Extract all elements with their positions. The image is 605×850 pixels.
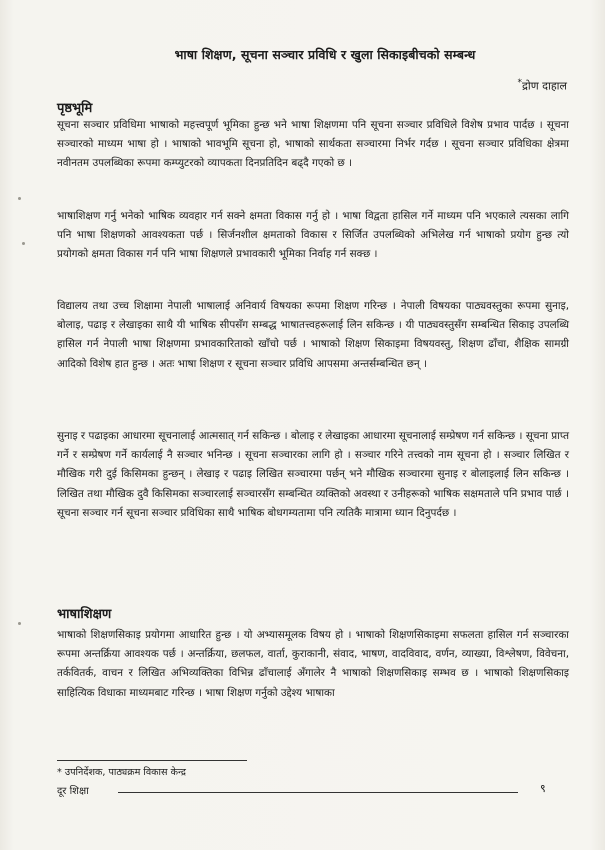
author-footnote-mark: * xyxy=(517,78,523,88)
footnote: * उपनिर्देशक, पाठ्यक्रम विकास केन्द्र xyxy=(57,767,187,778)
scan-speck xyxy=(22,242,25,245)
scan-speck xyxy=(18,197,21,200)
paragraph: सूचना सञ्चार प्रविधिमा भाषाको महत्त्वपूर्ण भूमिका हुन्छ भने भाषा शिक्षणमा पनि सूचना सञ्चार प्रविधिले विशेष प्रभाव पार्दछ । सूचना सञ्चारको माध्यम भाषा हो । भाषाको भावभूमि सूचना हो, भाषाको सार्थकता सञ्चारमा निर्भर गर्दछ । सूचना सञ्चार प्रविधिका क्षेत्रमा नवीनतम उपलब्धिका रूपमा कम्प्युटरको व्यापकता दिनप्रतिदिन बढ्दै गएको छ । xyxy=(57,119,569,170)
page-number: ९ xyxy=(540,782,546,795)
article-title: भाषा शिक्षण, सूचना सञ्चार प्रविधि र खुला सिकाइबीचको सम्बन्ध xyxy=(174,47,476,62)
scan-speck xyxy=(18,622,21,625)
paragraph: विद्यालय तथा उच्च शिक्षामा नेपाली भाषालाई अनिवार्य विषयका रूपमा शिक्षण गरिन्छ । नेपाली विषयका पाठ्यवस्तुका रूपमा सुनाइ, बोलाइ, पढाइ र लेखाइका साथै यी भाषिक सीपसँग सम्बद्ध भाषातत्त्वहरूलाई लिन सकिन्छ । यी पाठ्यवस्तुसँग सम्बन्धित सिकाइ उपलब्धि हासिल गर्न नेपाली भाषा शिक्षणमा प्रभावकारिताको खाँचो पर्छ । भाषाको शिक्षण सिकाइमा विषयवस्तु, शिक्षण ढाँचा, शैक्षिक सामग्री आदिको विशेष हात हुन्छ । अतः भाषा शिक्षण र सूचना सञ्चार प्रविधि आपसमा अन्तर्सम्बन्धित छन् । xyxy=(57,300,569,370)
author-name: द्रोण दाहाल xyxy=(522,79,567,93)
paragraph: सुनाइ र पढाइका आधारमा सूचनालाई आत्मसात् गर्न सकिन्छ । बोलाइ र लेखाइका आधारमा सूचनालाई सम्प्रेषण गर्न सकिन्छ । सूचना प्राप्त गर्ने र सम्प्रेषण गर्ने कार्यलाई नै सञ्चार भनिन्छ । सूचना सञ्चारका लागि हो । सञ्चार गरिने तत्त्वको नाम सूचना हो । सञ्चार लिखित र मौखिक गरी दुई किसिमका हुन्छन् । लेखाइ र पढाइ लिखित सञ्चारमा पर्छन् भने मौखिक सञ्चारमा सुनाइ र बोलाइलाई लिन सकिन्छ । लिखित तथा मौखिक दुवै किसिमका सञ्चारलाई सञ्चारसँग सम्बन्धित व्यक्तिको अवस्था र उनीहरूको भाषिक सक्षमताले पनि प्रभाव पार्छ । सूचना सञ्चार गर्न सूचना सञ्चार प्रविधिका साथै भाषिक बोधगम्यतामा पनि त्यतिकै मात्रामा ध्यान दिनुपर्दछ । xyxy=(57,430,569,519)
author-line xyxy=(518,78,567,94)
paragraph: भाषाशिक्षण गर्नु भनेको भाषिक व्यवहार गर्न सक्ने क्षमता विकास गर्नु हो । भाषा विद्वता हासिल गर्ने माध्यम पनि भएकाले त्यसका लागि पनि भाषा शिक्षणको आवश्यकता पर्छ । सिर्जनशील क्षमताको विकास र सिर्जित उपलब्धिको अभिलेख गर्न भाषाको प्रयोग हुन्छ त्यो प्रयोगको क्षमता विकास गर्न पनि भाषा शिक्षणले प्रभावकारी भूमिका निर्वाह गर्न सक्छ । xyxy=(57,210,569,261)
footnote-divider xyxy=(57,760,247,761)
footer-divider xyxy=(118,792,518,793)
section-heading-background: पृष्ठभूमि xyxy=(57,101,93,116)
paragraph: भाषाको शिक्षणसिकाइ प्रयोगमा आधारित हुन्छ । यो अभ्यासमूलक विषय हो । भाषाको शिक्षणसिकाइमा सफलता हासिल गर्न सञ्चारका रूपमा अन्तर्क्रिया आवश्यक पर्छ । अन्तर्क्रिया, छलफल, वार्ता, कुराकानी, संवाद, भाषण, वादविवाद, वर्णन, व्याख्या, विश्लेषण, विवेचना, तर्कवितर्क, वाचन र लिखित अभिव्यक्तिका विभिन्न ढाँचालाई अँगालेर नै भाषाको शिक्षणसिकाइ सम्भव छ । भाषाको शिक्षणसिकाइ साहित्यिक विधाका माध्यमबाट गरिन्छ । भाषा शिक्षण गर्नुको उद्देश्य भाषाका xyxy=(57,629,569,699)
footer-journal-name: दूर शिक्षा xyxy=(57,786,89,797)
section-heading-language-teaching: भाषाशिक्षण xyxy=(57,607,112,622)
